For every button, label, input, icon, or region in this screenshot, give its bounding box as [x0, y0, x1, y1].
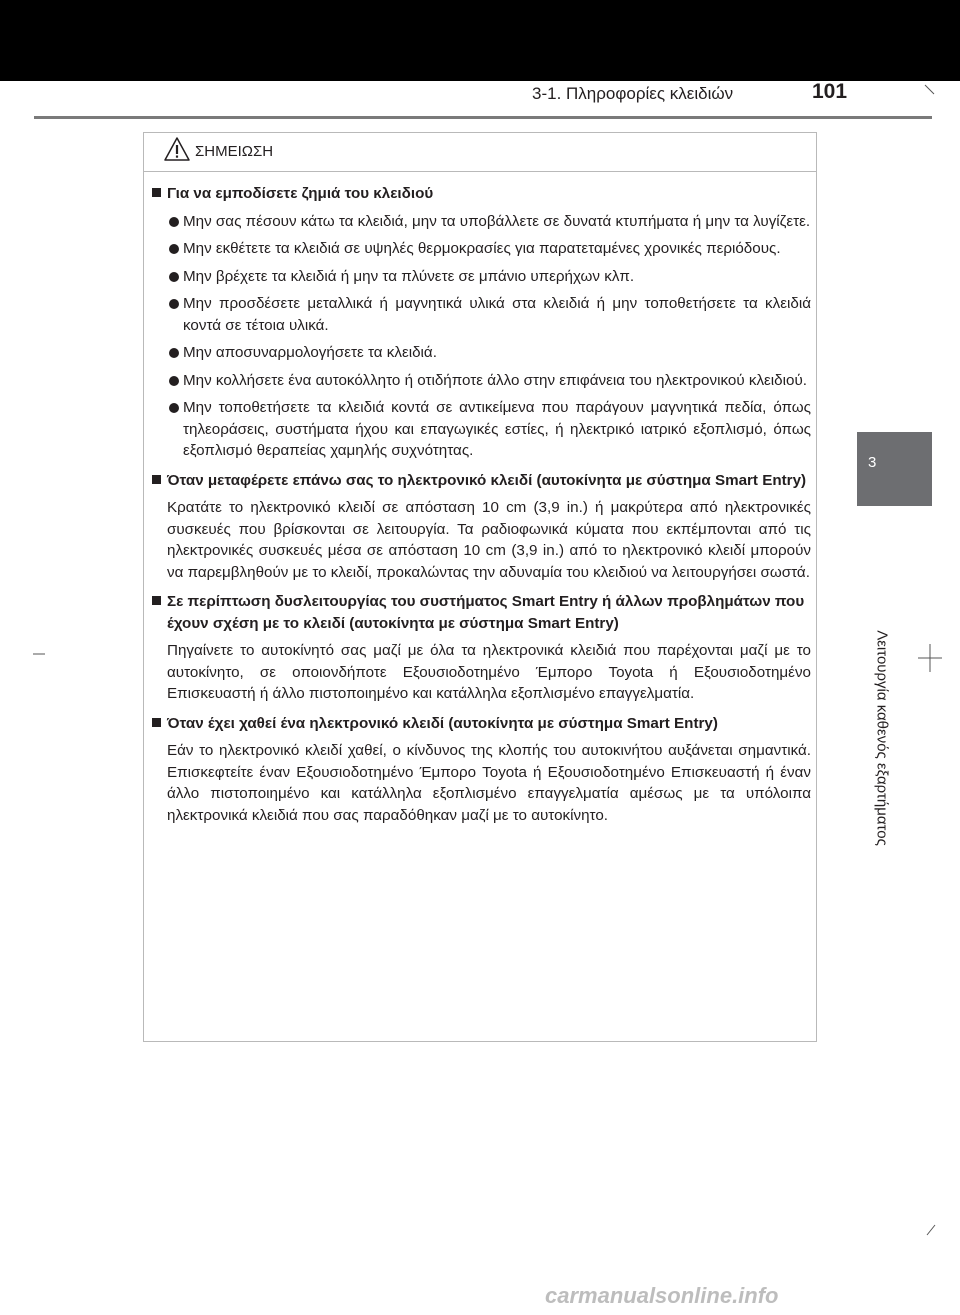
- bullet-item: Μην βρέχετε τα κλειδιά ή μην τα πλύνετε σε μπάνιο υπερήχων κλπ.: [149, 266, 811, 288]
- section-title-key-damage: Για να εμποδίσετε ζημιά του κλειδιού: [149, 183, 811, 205]
- chapter-tab[interactable]: [857, 432, 932, 506]
- section-title-lost-key: Όταν έχει χαθεί ένα ηλεκτρονικό κλειδί (αυτοκίνητα με σύστημα Smart Entry): [149, 713, 811, 735]
- note-divider: [144, 171, 816, 172]
- header-rule: [34, 116, 932, 119]
- bullet-item: Μην τοποθετήσετε τα κλειδιά κοντά σε αντικείμενα που παράγουν μαγνητικά πεδία, όπως τηλεοράσεις, συστήματα ήχου και επαγωγικές εστίες, ή ηλεκτρικό ιατρικό εξοπλισμό, όπως εξοπλισμό θεραπείας χαμηλής συχνότητας.: [149, 397, 811, 462]
- registration-mark-right: [918, 644, 942, 672]
- crop-mark-bottom-right: [924, 1222, 938, 1238]
- crop-mark-left: [33, 652, 45, 656]
- section-title-carrying-key: Όταν μεταφέρετε επάνω σας το ηλεκτρονικό κλειδί (αυτοκίνητα με σύστημα Smart Entry): [149, 470, 811, 492]
- top-black-bar: [0, 0, 960, 81]
- note-box: [143, 132, 817, 1042]
- warning-triangle-icon: [163, 136, 191, 162]
- chapter-title: Λειτουργία καθενός εξαρτήματος: [873, 630, 891, 846]
- running-header: 3-1. Πληροφορίες κλειδιών: [532, 84, 734, 103]
- note-header: [144, 133, 816, 171]
- bullet-item: Μην εκθέτετε τα κλειδιά σε υψηλές θερμοκρασίες για παρατεταμένες χρονικές περιόδους.: [149, 238, 811, 260]
- section-paragraph: Πηγαίνετε το αυτοκίνητό σας μαζί με όλα τα ηλεκτρονικά κλειδιά που παρέχονται μαζί με το αυτοκίνητο, σε οποιονδήποτε Εξουσιοδοτημένο Έμπορο Toyota ή Εξουσιοδοτημένο Επισκευαστή ή άλλο πιστοποιημένο και κατάλληλα εξοπλισμένο επαγγελματία.: [167, 642, 811, 702]
- chapter-number: 3: [868, 454, 877, 471]
- watermark: carmanualsonline.info: [545, 1283, 779, 1308]
- section-paragraph: Κρατάτε το ηλεκτρονικό κλειδί σε απόσταση 10 cm (3,9 in.) ή μακρύτερα από ηλεκτρονικές συσκευές που βρίσκονται σε λειτουργία. Τα ραδιοφωνικά κύματα που εκπέμπονται από τις ηλεκτρονικές συσκευές μέσα σε απόσταση 10 cm (3,9 in.) από το ηλεκτρονικό κλειδί μπορούν να παρεμβληθούν με το κλειδί, προκαλώντας την αδυναμία του κλειδιού να λειτουργήσει σωστά.: [167, 499, 811, 581]
- crop-mark-top-right: [922, 82, 938, 98]
- bullet-item: Μην σας πέσουν κάτω τα κλειδιά, μην τα υποβάλλετε σε δυνατά κτυπήματα ή μην τα λυγίζετε.: [149, 211, 811, 233]
- bullet-item: Μην προσδέσετε μεταλλικά ή μαγνητικά υλικά στα κλειδιά ή μην τοποθετήσετε τα κλειδιά κοντά σε τέτοια υλικά.: [149, 293, 811, 336]
- page-number: 101: [812, 80, 848, 103]
- note-title: ΣΗΜΕΙΩΣΗ: [195, 143, 274, 160]
- section-title-malfunction: Σε περίπτωση δυσλειτουργίας του συστήματος Smart Entry ή άλλων προβλημάτων που έχουν σχέση με το κλειδί (αυτοκίνητα με σύστημα Smart Entry): [149, 591, 811, 634]
- note-body: [149, 183, 811, 826]
- section-paragraph: Εάν το ηλεκτρονικό κλειδί χαθεί, ο κίνδυνος της κλοπής του αυτοκινήτου αυξάνεται σημαντικά. Επισκεφτείτε έναν Εξουσιοδοτημένο Έμπορο Toyota ή Εξουσιοδοτημένο Επισκευαστή ή έναν άλλο πιστοποιημένο και κατάλληλα εξοπλισμένο επαγγελματία αμέσως με τα υπόλοιπα ηλεκτρονικά κλειδιά που σας παραδόθηκαν μαζί με το αυτοκίνητο.: [167, 742, 811, 824]
- bullet-item: Μην αποσυναρμολογήσετε τα κλειδιά.: [149, 342, 811, 364]
- bullet-item: Μην κολλήσετε ένα αυτοκόλλητο ή οτιδήποτε άλλο στην επιφάνεια του ηλεκτρονικού κλειδιού.: [149, 370, 811, 392]
